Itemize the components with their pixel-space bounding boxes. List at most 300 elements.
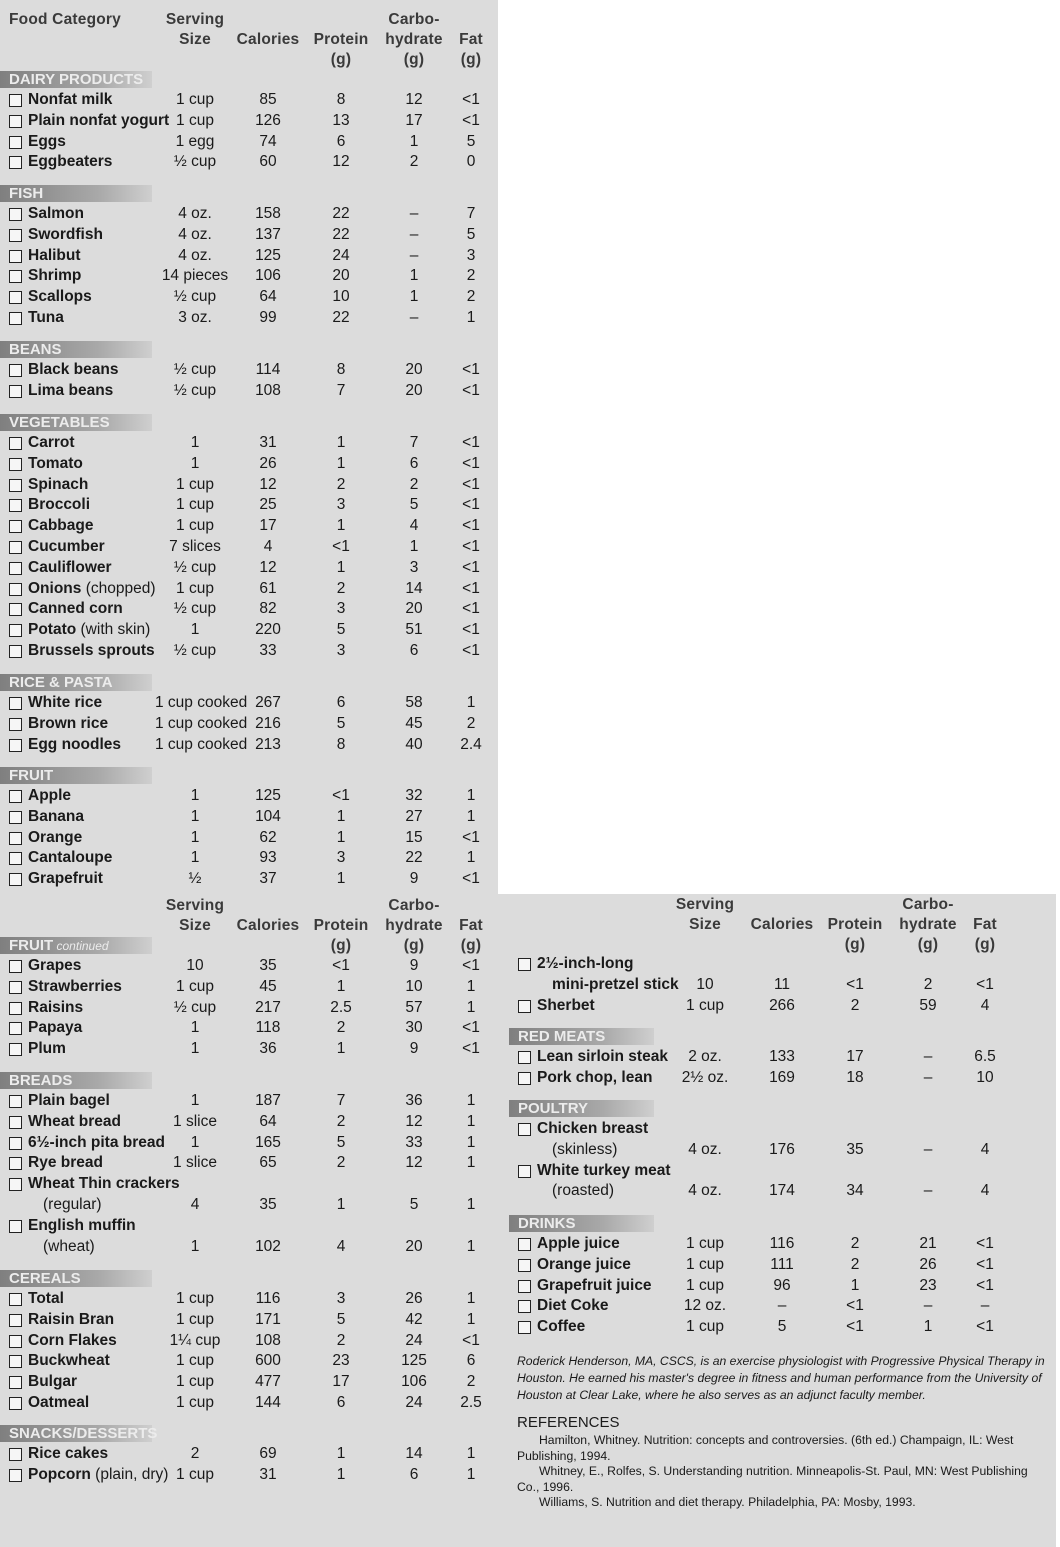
checkbox[interactable] [9,1376,22,1389]
table-row [518,1161,998,1182]
carbohydrate-cell: 59 [919,996,937,1014]
carbohydrate-cell: 12 [405,1112,423,1130]
fat-cell: <1 [462,1040,480,1058]
food-name: Egg noodles [28,735,121,753]
checkbox[interactable] [9,312,22,325]
fat-cell: 0 [466,153,476,171]
fat-cell: 1 [466,309,476,326]
table-row [9,308,489,329]
food-name: Wheat bread [28,1112,122,1130]
table-row [518,1068,998,1089]
checkbox[interactable] [9,136,22,149]
serving-size-cell: ½ [188,870,202,888]
checkbox[interactable] [9,981,22,994]
calories-cell: 62 [259,828,277,846]
food-name: Eggbeaters [28,153,113,171]
carbohydrate-cell: 9 [409,870,419,888]
protein-cell: 8 [336,735,346,753]
serving-size-cell: 4 oz. [178,246,212,264]
serving-size-cell: 1 cup [176,977,214,995]
table-row [9,475,489,496]
header-calories: Calories [236,917,300,934]
food-name: Spinach [28,475,89,493]
checkbox[interactable] [9,562,22,575]
food-name: Cabbage [28,517,94,535]
fat-cell: 1 [466,1092,476,1109]
food-name: Strawberries [28,977,122,995]
carbohydrate-cell: – [923,1140,933,1158]
carbohydrate-cell: 6 [409,1465,419,1483]
food-name: 2½-inch-long [537,955,634,972]
section-header: RICE & PASTA [0,674,152,691]
checkbox[interactable] [9,1448,22,1461]
checkbox[interactable] [518,1321,531,1334]
calories-cell: 165 [255,1133,281,1151]
carbohydrate-cell: 12 [405,91,423,108]
serving-size-cell: 1 [190,1040,200,1058]
calories-cell: 64 [259,1112,277,1130]
table-row [9,495,489,516]
protein-cell: 2.5 [330,998,352,1016]
checkbox[interactable] [9,1043,22,1056]
carbohydrate-cell: 36 [405,1092,423,1109]
protein-cell: 22 [332,309,350,326]
calories-cell: 217 [255,998,281,1016]
carbohydrate-cell: – [409,309,419,326]
calories-cell: 266 [769,996,795,1014]
serving-size-cell: 1 cup [176,91,214,108]
serving-size-cell: 7 slices [169,538,221,555]
food-name: Black beans [28,361,119,378]
serving-size-cell: 1 cup [686,1235,724,1252]
calories-cell: 125 [255,787,281,804]
food-name: Brown rice [28,714,109,732]
fat-cell: <1 [462,870,480,888]
food-name: Plum [28,1040,66,1058]
checkbox[interactable] [9,156,22,169]
protein-cell: 6 [336,694,346,711]
table-row [518,1234,998,1255]
table-row [9,579,489,600]
food-name: Diet Coke [537,1297,609,1315]
checkbox[interactable] [518,1051,531,1064]
fat-cell: <1 [462,1331,480,1349]
serving-size-cell: 1¼ cup [169,1331,221,1349]
checkbox[interactable] [518,1280,531,1293]
checkbox[interactable] [518,1238,531,1251]
food-name-line2: (roasted) [552,1182,615,1200]
food-name: White rice [28,694,103,711]
fat-cell: <1 [462,957,480,974]
carbohydrate-cell: 24 [405,1394,423,1411]
table-row [9,225,489,246]
protein-cell: 2 [336,1019,346,1037]
food-name: Apple juice [537,1235,620,1252]
table-row [9,977,489,998]
checkbox[interactable] [9,270,22,283]
calories-cell: 158 [255,205,281,222]
checkbox[interactable] [9,790,22,803]
protein-cell: 1 [336,807,346,825]
calories-cell: 213 [255,735,281,753]
table-row [518,954,998,975]
carbohydrate-cell: 17 [405,111,423,129]
table-row [9,735,489,756]
serving-size-cell: ½ cup [173,600,217,618]
calories-cell: 31 [259,434,277,451]
carbohydrate-cell: 58 [405,694,423,711]
checkbox[interactable] [9,1469,22,1482]
carbohydrate-cell: 6 [409,642,419,659]
checkbox[interactable] [9,624,22,637]
serving-size-cell: 1 cup [176,517,214,535]
checkbox[interactable] [518,1000,531,1013]
carbohydrate-cell: 125 [401,1352,427,1370]
serving-size-cell: ½ cup [173,558,217,576]
table-row [9,1289,489,1310]
carbohydrate-cell: – [923,1182,933,1200]
checkbox[interactable] [9,1293,22,1306]
fat-cell: 6 [466,1352,476,1370]
checkbox[interactable] [9,479,22,492]
references-title: REFERENCES [517,1414,620,1431]
calories-cell: 12 [259,558,277,576]
carbohydrate-cell: 20 [405,361,423,378]
checkbox[interactable] [9,718,22,731]
checkbox[interactable] [9,364,22,377]
checkbox[interactable] [518,958,531,971]
carbohydrate-cell: 24 [405,1331,423,1349]
checkbox[interactable] [9,208,22,221]
fat-cell: <1 [462,621,480,639]
serving-size-cell: ½ cup [173,998,217,1016]
checkbox[interactable] [9,1314,22,1327]
carbohydrate-cell: 6 [409,454,419,472]
table-row [9,360,489,381]
reference-item: Whitney, E., Rolfes, S. Understanding nutrition. Minneapolis-St. Paul, MN: West Publishing Co., 1996. [517,1464,1028,1494]
protein-cell: 7 [336,381,346,399]
carbohydrate-cell: 2 [923,975,933,993]
table-row [9,537,489,558]
protein-cell: 3 [336,1290,346,1307]
table-row [9,1351,489,1372]
calories-cell: 33 [259,642,277,659]
checkbox[interactable] [9,229,22,242]
table-row [9,869,489,890]
section-header: SNACKS/DESSERTS [0,1425,152,1442]
fat-cell: <1 [462,558,480,576]
food-name: Oatmeal [28,1394,90,1411]
carbohydrate-cell: 9 [409,957,419,974]
checkbox[interactable] [9,852,22,865]
table-row [518,975,998,996]
calories-cell: 108 [255,381,281,399]
calories-cell: 108 [255,1331,281,1349]
carbohydrate-cell: 106 [401,1373,427,1391]
fat-cell: 3 [466,246,476,264]
protein-cell: 8 [336,361,346,378]
table-row [9,111,489,132]
table-row [9,998,489,1019]
serving-size-cell: 1 cup [176,475,214,493]
carbohydrate-cell: 5 [409,496,419,514]
serving-size-cell: 1 cup [686,1276,724,1294]
fat-cell: <1 [462,475,480,493]
food-name: Carrot [28,434,75,451]
section-header: CEREALS [0,1270,152,1287]
serving-size-cell: ½ cup [173,288,217,306]
checkbox[interactable] [9,1335,22,1348]
serving-size-cell: 3 oz. [178,309,212,326]
fat-cell: <1 [462,496,480,514]
calories-cell: 477 [255,1373,281,1391]
table-row [9,1195,489,1216]
table-row [9,1331,489,1352]
calories-cell: 85 [259,91,277,108]
header-fat: Fat (g) [459,31,483,68]
table-row [9,620,489,641]
serving-size-cell: 1 slice [173,1112,217,1130]
serving-size-cell: 4 oz. [178,225,212,243]
food-name: Popcorn (plain, dry) [28,1465,169,1483]
carbohydrate-cell: 45 [405,714,423,732]
section-header: DAIRY PRODUCTS [0,71,152,88]
food-name-line2: (wheat) [43,1237,95,1255]
protein-cell: 6 [336,1394,346,1411]
carbohydrate-cell: 26 [919,1255,937,1273]
checkbox[interactable] [9,603,22,616]
checkbox[interactable] [9,873,22,886]
checkbox[interactable] [518,1259,531,1272]
calories-cell: 61 [259,579,277,597]
carbohydrate-cell: 9 [409,1040,419,1058]
checkbox[interactable] [518,1123,531,1136]
food-name: Cantaloupe [28,849,113,867]
calories-cell: 187 [255,1092,281,1109]
checkbox[interactable] [9,250,22,263]
checkbox[interactable] [9,1095,22,1108]
calories-cell: 93 [259,849,277,867]
table-row [9,1153,489,1174]
table-row [9,1133,489,1154]
header-calories: Calories [750,916,814,933]
food-name: Wheat Thin crackers [28,1175,180,1193]
table-row [9,786,489,807]
serving-size-cell: 1 cup [176,1310,214,1328]
protein-cell: 2 [850,1255,860,1273]
serving-size-cell: 1 cup [686,1318,724,1336]
checkbox[interactable] [9,115,22,128]
calories-cell: 137 [255,225,281,243]
carbohydrate-cell: – [409,246,419,264]
protein-cell: 5 [336,1133,346,1151]
table-row [9,90,489,111]
fat-cell: 1 [466,1154,476,1172]
protein-cell: 1 [336,454,346,472]
fat-cell: 1 [466,1465,476,1483]
calories-cell: 69 [259,1445,277,1462]
serving-size-cell: 1 [190,1019,200,1037]
fat-cell: 7 [466,205,476,222]
calories-cell: 118 [255,1019,281,1037]
calories-cell: 144 [255,1394,281,1411]
checkbox[interactable] [518,1300,531,1313]
table-row [9,1444,489,1465]
calories-cell: 220 [255,621,281,639]
checkbox[interactable] [9,1397,22,1410]
fat-cell: <1 [976,1276,994,1294]
reference-item: Hamilton, Whitney. Nutrition: concepts and controversies. (6th ed.) Champaign, IL: West Publishing, 1994. [517,1433,1014,1463]
reference-item: Williams, S. Nutrition and diet therapy. Philadelphia, PA: Mosby, 1993. [539,1495,916,1509]
carbohydrate-cell: – [923,1068,933,1086]
fat-cell: 2 [466,288,476,306]
checkbox[interactable] [9,645,22,658]
fat-cell: 5 [466,132,476,150]
protein-cell: 2 [336,1112,346,1130]
section-header: DRINKS [509,1215,654,1232]
fat-cell: <1 [976,1235,994,1252]
checkbox[interactable] [9,520,22,533]
serving-size-cell: 1 cup [176,1373,214,1391]
calories-cell: 171 [255,1310,281,1328]
checkbox[interactable] [9,697,22,710]
table-row [518,1255,998,1276]
protein-cell: <1 [846,1297,864,1315]
serving-size-cell: 1 cup [176,1465,214,1483]
calories-cell: 37 [259,870,277,888]
table-row [9,454,489,475]
calories-cell: 36 [259,1040,277,1058]
calories-cell: 31 [259,1465,277,1483]
serving-size-cell: 4 oz. [688,1140,722,1158]
calories-cell: 82 [259,600,277,618]
calories-cell: 111 [770,1255,794,1273]
protein-cell: 1 [336,1196,346,1213]
food-name: Cucumber [28,538,105,555]
fat-cell: 10 [976,1068,994,1086]
checkbox[interactable] [9,499,22,512]
checkbox[interactable] [9,1116,22,1129]
fat-cell: 1 [466,849,476,867]
food-name: Shrimp [28,267,82,285]
carbohydrate-cell: 1 [923,1318,933,1336]
checkbox[interactable] [9,832,22,845]
food-name: Rye bread [28,1154,103,1172]
checkbox[interactable] [9,960,22,973]
carbohydrate-cell: 3 [409,558,419,576]
section-header: FRUIT continued [0,937,152,954]
serving-size-cell: 1 cup cooked [155,714,248,732]
fat-cell: <1 [976,975,994,993]
protein-cell: 3 [336,600,346,618]
checkbox[interactable] [9,1157,22,1170]
table-row [9,599,489,620]
serving-size-cell: 1 [190,807,200,825]
protein-cell: <1 [332,787,350,804]
protein-cell: 34 [846,1182,864,1200]
table-row [9,956,489,977]
fat-cell: 1 [466,1310,476,1328]
protein-cell: 1 [850,1276,860,1294]
table-row [9,848,489,869]
checkbox[interactable] [9,94,22,107]
food-name: Halibut [28,246,81,264]
checkbox[interactable] [9,1178,22,1191]
checkbox[interactable] [518,1165,531,1178]
protein-cell: 2 [850,996,860,1014]
protein-cell: <1 [846,1318,864,1336]
fat-cell: <1 [462,642,480,659]
header-food-category: Food Category [9,11,121,28]
fat-cell: 6.5 [974,1048,996,1065]
checkbox[interactable] [9,291,22,304]
carbohydrate-cell: 1 [409,132,419,150]
checkbox[interactable] [9,1137,22,1150]
fat-cell: 2.4 [460,735,482,753]
protein-cell: 1 [336,870,346,888]
checkbox[interactable] [9,739,22,752]
serving-size-cell: 4 oz. [178,205,212,222]
table-row [9,246,489,267]
protein-cell: <1 [846,975,864,993]
carbohydrate-cell: – [923,1048,933,1065]
carbohydrate-cell: 22 [405,849,423,867]
table-row [9,1174,489,1195]
protein-cell: 2 [336,1154,346,1172]
section-header: FISH [0,185,152,202]
table-row [9,714,489,735]
carbohydrate-cell: – [923,1297,933,1315]
fat-cell: <1 [462,517,480,535]
serving-size-cell: 1 cup [176,111,214,129]
food-name: Sherbet [537,996,595,1014]
protein-cell: 10 [332,288,350,306]
checkbox[interactable] [518,1072,531,1085]
checkbox[interactable] [9,437,22,450]
checkbox[interactable] [9,541,22,554]
calories-cell: 25 [259,496,277,514]
table-row [9,1393,489,1414]
checkbox[interactable] [9,385,22,398]
checkbox[interactable] [9,1022,22,1035]
carbohydrate-cell: 26 [405,1290,423,1307]
serving-size-cell: ½ cup [173,153,217,171]
fat-cell: 4 [980,996,990,1014]
checkbox[interactable] [9,458,22,471]
checkbox[interactable] [9,1220,22,1233]
protein-cell: 1 [336,1445,346,1462]
header-protein: Protein (g) [313,31,369,68]
serving-size-cell: 1 cup [176,1352,214,1370]
checkbox[interactable] [9,1002,22,1015]
checkbox[interactable] [9,1355,22,1368]
calories-cell: 96 [773,1276,791,1294]
serving-size-cell: ½ cup [173,381,217,399]
serving-size-cell: 1 cup [176,496,214,514]
checkbox[interactable] [9,583,22,596]
carbohydrate-cell: 5 [409,1196,419,1213]
serving-size-cell: 4 [190,1196,200,1213]
food-name: Onions (chopped) [28,579,156,597]
protein-cell: 18 [846,1068,864,1086]
protein-cell: 1 [336,1465,346,1483]
serving-size-cell: 2 [190,1445,200,1462]
table-row [9,807,489,828]
checkbox[interactable] [9,811,22,824]
serving-size-cell: 1 cup cooked [155,694,248,711]
table-row [518,1181,998,1202]
protein-cell: 1 [336,1040,346,1058]
